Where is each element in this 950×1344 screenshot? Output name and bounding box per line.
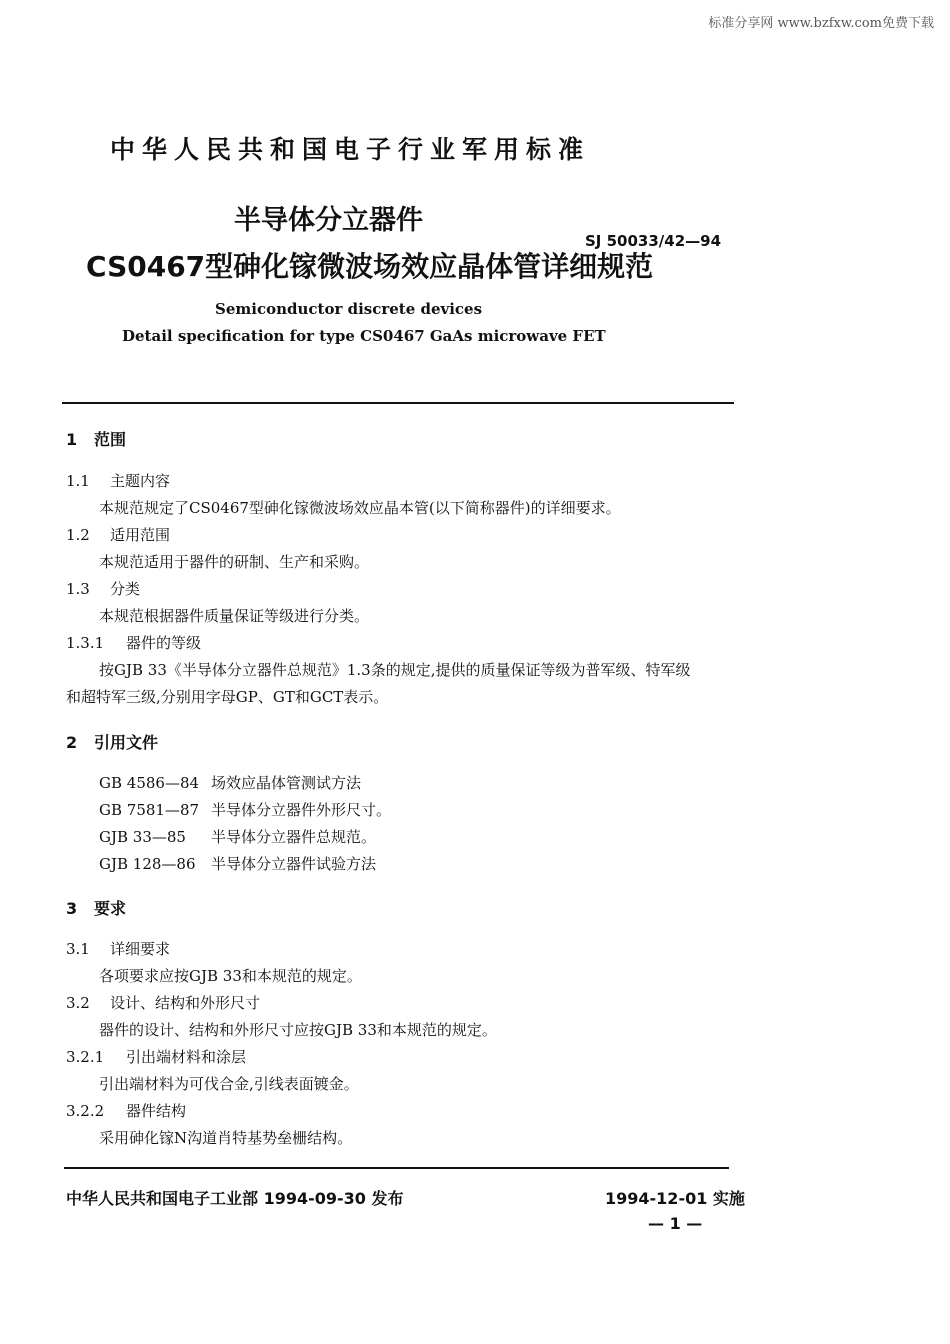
section-3-heading: 3 要求 (66, 899, 127, 918)
english-title-2: Detail specification for type CS0467 GaAs microwave FET (122, 327, 606, 345)
watermark: 标准分享网 www.bzfxw.com免费下载 (708, 16, 934, 31)
section-3-2-2-heading: 3.2.2 器件结构 (66, 1102, 187, 1120)
section-1-3-1-heading: 1.3.1 器件的等级 (66, 634, 202, 652)
english-title-1: Semiconductor discrete devices (215, 300, 483, 318)
reference-item: GJB 33—85 半导体分立器件总规范。 (99, 828, 377, 846)
issuer-line: 中华人民共和国电子工业部 1994-09-30 发布 (66, 1189, 404, 1208)
section-1-heading: 1 范围 (66, 430, 127, 449)
section-1-1-body: 本规范规定了CS0467型砷化镓微波场效应晶本管(以下简称器件)的详细要求。 (99, 499, 621, 517)
section-1-3-heading: 1.3 分类 (66, 580, 141, 598)
section-1-3-body: 本规范根据器件质量保证等级进行分类。 (99, 607, 370, 625)
header-rule (62, 402, 734, 404)
section-3-2-1-body: 引出端材料为可伐合金,引线表面镀金。 (99, 1075, 359, 1093)
title-line-1: 半导体分立器件 (234, 205, 423, 236)
reference-item: GJB 128—86 半导体分立器件试验方法 (99, 855, 377, 873)
reference-item: GB 4586—84 场效应晶体管测试方法 (99, 774, 362, 792)
section-3-2-1-heading: 3.2.1 引出端材料和涂层 (66, 1048, 247, 1066)
section-1-2-body: 本规范适用于器件的研制、生产和采购。 (99, 553, 370, 571)
section-3-2-2-body: 采用砷化镓N沟道肖特基势垒栅结构。 (99, 1129, 353, 1147)
section-1-2-heading: 1.2 适用范围 (66, 526, 171, 544)
standard-code: SJ 50033/42—94 (585, 232, 722, 250)
section-3-1-body: 各项要求应按GJB 33和本规范的规定。 (99, 967, 362, 985)
section-3-1-heading: 3.1 详细要求 (66, 940, 171, 958)
section-1-1-heading: 1.1 主题内容 (66, 472, 171, 490)
standard-type: 中华人民共和国电子行业军用标准 (110, 135, 591, 164)
title-line-2: CS0467型砷化镓微波场效应晶体管详细规范 (86, 250, 654, 283)
section-3-2-body: 器件的设计、结构和外形尺寸应按GJB 33和本规范的规定。 (99, 1021, 497, 1039)
page-number: — 1 — (648, 1214, 703, 1233)
section-2-heading: 2 引用文件 (66, 733, 159, 752)
section-1-3-1-body-1: 按GJB 33《半导体分立器件总规范》1.3条的规定,提供的质量保证等级为普军级、特军级 (99, 661, 691, 679)
footer-rule (64, 1167, 729, 1169)
section-1-3-1-body-2: 和超特军三级,分别用字母GP、GT和GCT表示。 (66, 688, 389, 706)
effective-date: 1994-12-01 实施 (605, 1189, 745, 1208)
reference-item: GB 7581—87 半导体分立器件外形尺寸。 (99, 801, 392, 819)
section-3-2-heading: 3.2 设计、结构和外形尺寸 (66, 994, 261, 1012)
